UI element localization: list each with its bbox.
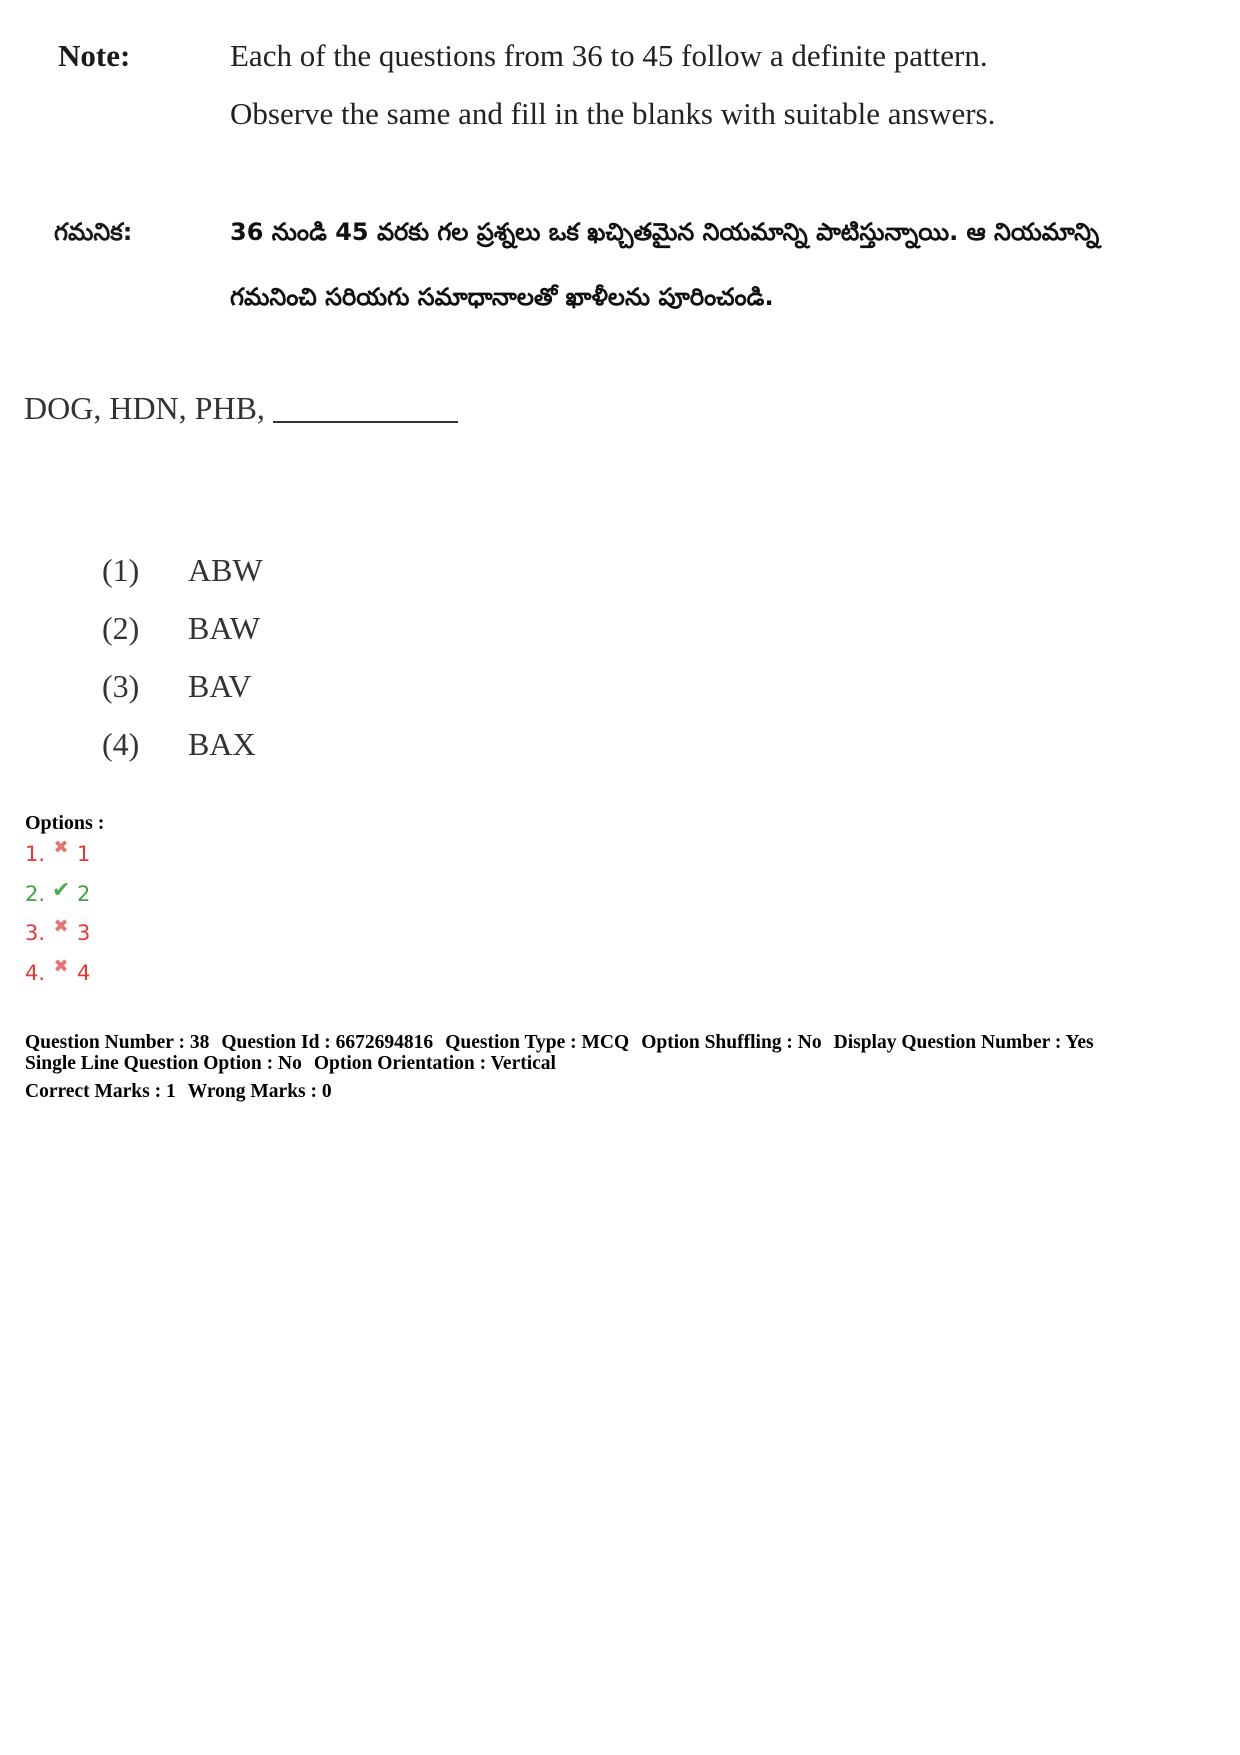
options-title: Options :: [25, 812, 105, 834]
option-row-3: [25, 916, 91, 945]
choice-3: [102, 668, 251, 705]
option-index: 4.: [25, 961, 46, 985]
question-stem: [24, 390, 458, 427]
telugu-note-line-1: 36 నుండి 45 వరకు గల ప్రశ్నలు ఒక ఖచ్చితమైన నియమాన్ని పాటిస్తున్నాయి. ఆ నియమాన్ని: [230, 218, 1100, 246]
option-index: 3.: [25, 921, 46, 945]
correct-marks: Correct Marks : 1: [25, 1081, 176, 1102]
choice-1: [102, 552, 263, 589]
option-row-1: [25, 837, 91, 866]
option-shuffling: Option Shuffling : No: [641, 1032, 822, 1053]
note-line-1: Each of the questions from 36 to 45 follow a definite pattern.: [230, 38, 988, 73]
cross-icon: ✖: [53, 956, 69, 977]
option-index: 1.: [25, 842, 46, 866]
option-row-2: [25, 878, 91, 907]
single-line-option: Single Line Question Option : No: [25, 1053, 302, 1074]
note-label: Note:: [58, 38, 131, 73]
choice-number: (4): [102, 726, 140, 762]
cross-icon: ✖: [53, 916, 69, 937]
choice-text: BAX: [188, 726, 256, 762]
choice-text: ABW: [188, 552, 263, 588]
display-question-number: Display Question Number : Yes: [833, 1032, 1094, 1053]
question-type: Question Type : MCQ: [445, 1032, 630, 1053]
choice-number: (3): [102, 668, 140, 704]
choice-2: [102, 610, 260, 647]
choice-number: (1): [102, 552, 140, 588]
choice-4: [102, 726, 256, 763]
option-value: 3: [77, 921, 91, 945]
meta-line-2: [25, 1053, 568, 1075]
question-number: Question Number : 38: [25, 1032, 210, 1053]
question-stem-text: DOG, HDN, PHB,: [24, 390, 265, 426]
note-line-2: Observe the same and fill in the blanks with suitable answers.: [230, 96, 996, 131]
answer-blank: [273, 421, 458, 423]
question-id: Question Id : 6672694816: [221, 1032, 434, 1053]
option-value: 4: [77, 961, 91, 985]
choice-text: BAW: [188, 610, 261, 646]
meta-line-3: [25, 1081, 344, 1103]
telugu-note-label: గమనిక:: [54, 218, 133, 246]
option-value: 2: [77, 882, 91, 906]
choice-number: (2): [102, 610, 140, 646]
choice-text: BAV: [188, 668, 252, 704]
check-icon: ✔: [51, 878, 71, 903]
option-row-4: [25, 956, 91, 985]
option-index: 2.: [25, 882, 46, 906]
telugu-note-line-2: గమనించి సరియగు సమాధానాలతో ఖాళీలను పూరించండి.: [230, 283, 774, 311]
meta-line-1: [25, 1032, 1106, 1054]
cross-icon: ✖: [53, 837, 69, 858]
option-value: 1: [77, 842, 91, 866]
wrong-marks: Wrong Marks : 0: [187, 1081, 332, 1102]
option-orientation: Option Orientation : Vertical: [313, 1053, 556, 1074]
